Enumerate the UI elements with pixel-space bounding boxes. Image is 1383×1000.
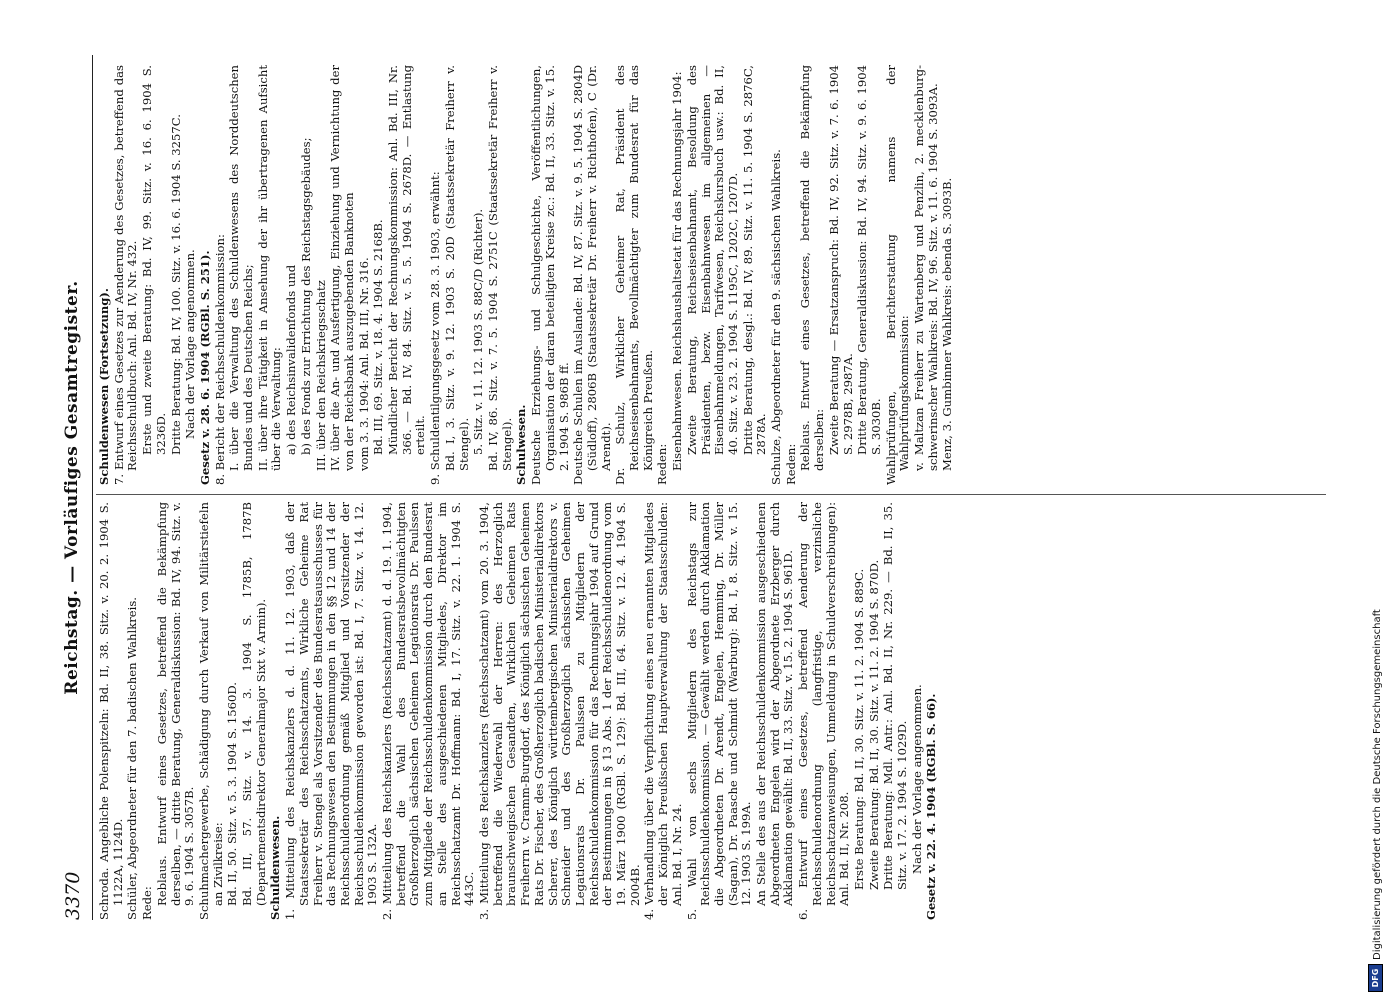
- index-entry: Bd. IV, 86. Sitz. v. 7. 5. 1904 S. 2751C (Staatssekretär Freiherr v. Stengel).: [485, 65, 514, 471]
- page-title: Reichstag. — Vorläufiges Gesamtregister.: [62, 280, 82, 695]
- index-entry: 8. Bericht der Reichsschuldenkommission:: [212, 234, 227, 485]
- left-column: [98, 502, 940, 920]
- index-entry: Reden:: [783, 443, 798, 485]
- index-entry: 5. Wahl von sechs Mitgliedern des Reichstags zur Reichsschuldenkommission. — Gewählt werden durch Akklamation die Abgeordneten Dr. Arendt, Engelen, Hemming, Dr. Müller (Sagan), Dr. Paasche und Schmidt (Warburg): Bd. I, 8. Sitz. v. 15. 12. 1903 S. 199A.: [684, 502, 754, 920]
- index-entry: Schuldenwesen.: [268, 815, 283, 920]
- index-entry: Schüler, Abgeordneter für den 7. badischen Wahlkreis.: [125, 597, 140, 920]
- index-entry: III. über den Reichskriegsschatz: [313, 280, 328, 471]
- index-entry: Eisenbahnwesen. Reichshaushaltsetat für das Rechnungsjahr 1904:: [670, 71, 685, 471]
- index-entry: Gesetz v. 28. 6. 1904 (RGBl. S. 251).: [197, 250, 212, 485]
- index-entry: 7. Entwurf eines Gesetzes zur Aenderung des Gesetzes, betreffend das Reichsschuldbuch: Anl. Bd. IV, Nr. 432.: [111, 65, 140, 485]
- index-entry: 9. Schuldentilgungsgesetz vom 28. 3. 1903, erwähnt:: [428, 171, 443, 485]
- index-entry: Nach der Vorlage angenommen.: [909, 684, 924, 874]
- header-rule: [92, 55, 93, 920]
- index-entry: Bd. II, 50. Sitz. v. 5. 3. 1904 S. 1560D.: [225, 682, 240, 906]
- index-entry: 5. Sitz. v. 11. 12. 1903 S. 88C/D (Richter).: [471, 208, 486, 455]
- index-entry: Deutsche Schulen im Auslande: Bd. IV, 87. Sitz. v. 9. 5. 1904 S. 2804D (Südloff), 2806B (Staatssekretär Dr. Freiherr v. Richthofen), C (Dr. Arendt).: [571, 65, 613, 485]
- index-entry: Zweite Beratung — Ersatzanspruch: Bd. IV, 92. Sitz. v. 7. 6. 1904 S. 2978B, 2987A.: [826, 65, 855, 455]
- index-entry: Bd. III, 57. Sitz. v. 14. 3. 1904 S. 1785B, 1787B (Departementsdirektor Generalmajor Sixt v. Armin).: [240, 502, 268, 906]
- column-divider: [96, 494, 1326, 495]
- index-entry: Schulwesen.: [514, 404, 529, 485]
- index-entry: Reblaus. Entwurf eines Gesetzes, betreffend die Bekämpfung derselben, — dritte Beratung, Generaldiskussion: Bd. IV, 94. Sitz. v. 9. 6. 1904 S. 3057B.: [154, 502, 197, 906]
- index-entry: Mündlicher Bericht der Rechnungskommission: Anl. Bd. III, Nr. 366. — Bd. IV, 84. Sitz. v. 5. 5. 1904 S. 2678D. — Entlastung erteilt.: [386, 65, 428, 455]
- index-entry: v. Maltzan Freiherr zu Wartenberg und Penzlin, 2. mecklenburg-schwerinscher Wahlkreis: Bd. IV, 96. Sitz. v. 11. 6. 1904 S. 3093A.: [912, 65, 940, 471]
- funding-note: Digitalisierung gefördert durch die Deutsche Forschungsgemeinschaft: [1372, 609, 1383, 960]
- index-entry: Rede:: [140, 886, 155, 920]
- index-entry: Dr. Schulz, Wirklicher Geheimer Rat, Präsident des Reichseisenbahnamts, Bevollmächtigter zum Bundesrat für das Königreich Preußen.: [613, 65, 655, 485]
- right-column: [98, 65, 956, 485]
- index-entry: Schuhmachergewerbe, Schädigung durch Verkauf von Militärstiefeln an Zivilkreise:: [196, 502, 225, 920]
- index-entry: Dritte Beratung: Bd. IV, 100. Sitz. v. 16. 6. 1904 S. 3257C.: [168, 114, 183, 455]
- index-entry: vom 3. 3. 1904: Anl. Bd. III, Nr. 316.: [356, 257, 371, 471]
- index-entry: Schuldenwesen (Fortsetzung).: [97, 288, 111, 485]
- index-entry: Dritte Beratung: Mdl. Antr.: Anl. Bd. II, Nr. 229. — Bd. II, 35. Sitz. v. 17. 2. 1904 S. 1029D.: [881, 502, 910, 890]
- index-entry: Dritte Beratung, desgl.: Bd. IV, 89. Sitz. v. 11. 5. 1904 S. 2876C, 2878A.: [740, 65, 769, 455]
- index-entry: Reden:: [655, 443, 670, 485]
- index-entry: Zweite Beratung: Bd. II, 30. Sitz. v. 11. 2. 1904 S. 870D.: [866, 559, 881, 890]
- index-entry: Erste Beratung: Bd. II, 30. Sitz. v. 11. 2. 1904 S. 889C.: [851, 568, 866, 890]
- index-entry: 4. Verhandlung über die Verpflichtung eines neu ernannten Mitgliedes der Königlich Preußischen Hauptverwaltung der Staatsschulden: Anl. Bd. I, Nr. 24.: [642, 502, 684, 920]
- index-entry: 3. Mitteilung des Reichskanzlers (Reichsschatzamt) vom 20. 3. 1904, betreffend die Wiederwahl der Herren: des Herzoglich braunschweigischen Gesandten, Wirklichen Geheimen Rats Freiherrn v. Cramm-Burgdorf, des Königlich sächsischen Geheimen Rats Dr. Fischer, des Großherzoglich badischen Ministerialdirektors Scherer, des Königlich württembergischen Ministerialdirektors v. Schneider und des Großherzoglich sächsischen Geheimen Legationsrats Dr. Paulssen zu Mitgliedern der Reichsschuldenkommission für das Rechnungsjahr 1904 auf Grund der Bestimmungen in § 13 Abs. 1 der Reichsschuldenordnung vom 19. März 1900 (RGBl. S. 129): Bd. III, 64. Sitz. v. 12. 4. 1904 S. 2004B.: [476, 502, 642, 920]
- index-entry: Deutsche Erziehungs- und Schulgeschichte, Veröffentlichungen, Organisation der daran beteiligten Kreise zc.: Bd. II, 33. Sitz. v. 15. 2. 1904 S. 986B ff.: [529, 65, 571, 485]
- index-entry: a) des Reichsinvalidenfonds und: [284, 264, 299, 455]
- index-entry: 1. Mitteilung des Reichskanzlers d. d. 11. 12. 1903, daß der Staatssekretär des Reichsschatzamts, Wirkliche Geheime Rat Freiherr v. Stengel als Vorsitzender des Bundesratsausschusses für das Rechnungswesen den Bestimmungen in den §§ 12 und 14 der Reichsschuldenordnung gemäß Mitglied und Vorsitzender der Reichsschuldenkommission geworden ist: Bd. I, 7. Sitz. v. 14. 12. 1903 S. 132A.: [283, 502, 380, 920]
- index-entry: Erste und zweite Beratung: Bd. IV, 99. Sitz. v. 16. 6. 1904 S. 3236D.: [140, 65, 168, 455]
- index-entry: An Stelle des aus der Reichsschuldenkommission ausgeschiedenen Abgeordneten Engelen wird der Abgeordnete Erzberger durch Akklamation gewählt: Bd. II, 33. Sitz. v. 15. 2. 1904 S. 961D.: [754, 502, 796, 906]
- index-entry: Bd. I, 3. Sitz. v. 9. 12. 1903 S. 20D (Staatssekretär Freiherr v. Stengel).: [442, 65, 471, 471]
- index-entry: I. über die Verwaltung des Schuldenwesens des Norddeutschen Bundes und des Deutschen Reichs;: [227, 65, 256, 471]
- dfg-logo-icon: DFG: [1368, 964, 1383, 992]
- index-entry: Nach der Vorlage angenommen.: [183, 249, 198, 439]
- index-entry: Reblaus. Entwurf eines Gesetzes, betreffend die Bekämpfung derselben:: [798, 65, 827, 471]
- index-entry: Wahlprüfungen, Berichterstattung namens der Wahlprüfungskommission:: [883, 65, 912, 485]
- index-entry: Schroda. Angebliche Polenspitzeln: Bd. II, 38. Sitz. v. 20. 2. 1904 S. 1122A, 1124D.: [97, 502, 125, 920]
- index-entry: 6. Entwurf eines Gesetzes, betreffend Aenderung der Reichsschuldenordnung (langfristige, verzinsliche Reichsschatzanweisungen, Ummeldung in Schuldverschreibungen): Anl. Bd. II, Nr. 208.: [796, 502, 852, 920]
- page-header: [62, 55, 88, 920]
- index-entry: II. über ihre Tätigkeit in Ansehung der ihr übertragenen Aufsicht über die Verwaltung:: [255, 65, 284, 471]
- index-entry: Bd. III, 69. Sitz. v. 18. 4. 1904 S. 2168B.: [371, 219, 386, 455]
- index-entry: Zweite Beratung, Reichseisenbahnamt, Besoldung des Präsidenten, bezw. Eisenbahnwesen im allgemeinen — Eisenbahnmeldungen, Tarifwesen, Reichskursbuch usw.: Bd. II, 40. Sitz. v. 23. 2. 1904 S. 1195C, 1202C, 1207D.: [684, 65, 740, 455]
- index-entry: Gesetz v. 22. 4. 1904 (RGBl. S. 66).: [924, 693, 939, 920]
- index-entry: b) des Fonds zur Errichtung des Reichstagsgebäudes;: [298, 137, 313, 455]
- index-entry: Schulze, Abgeordneter für den 9. sächsischen Wahlkreis.: [769, 149, 784, 485]
- page-number: 3370: [62, 871, 84, 920]
- index-entry: Menz, 3. Gumbinner Wahlkreis: ebenda S. 3093B.: [940, 177, 955, 471]
- index-entry: 2. Mitteilung des Reichskanzlers (Reichsschatzamt) d. d. 19. 1. 1904, betreffend die Wahl des Bundesratsbevollmächtigten Großherzoglich sächsischen Geheimen Legationsrats Dr. Paulssen zum Mitgliede der Reichsschuldenkommission durch den Bundesrat an Stelle des ausgeschiedenen Mitgliedes, Direktor im Reichsschatzamt Dr. Hoffmann: Bd. I, 17. Sitz. v. 22. 1. 1904 S. 443C.: [380, 502, 477, 920]
- index-entry: Dritte Beratung, Generaldiskussion: Bd. IV, 94. Sitz. v. 9. 6. 1904 S. 3030B.: [855, 65, 883, 455]
- index-entry: IV. über die An- und Ausfertigung, Einziehung und Vernichtung der von der Reichsbank auszugebenden Banknoten: [328, 65, 356, 471]
